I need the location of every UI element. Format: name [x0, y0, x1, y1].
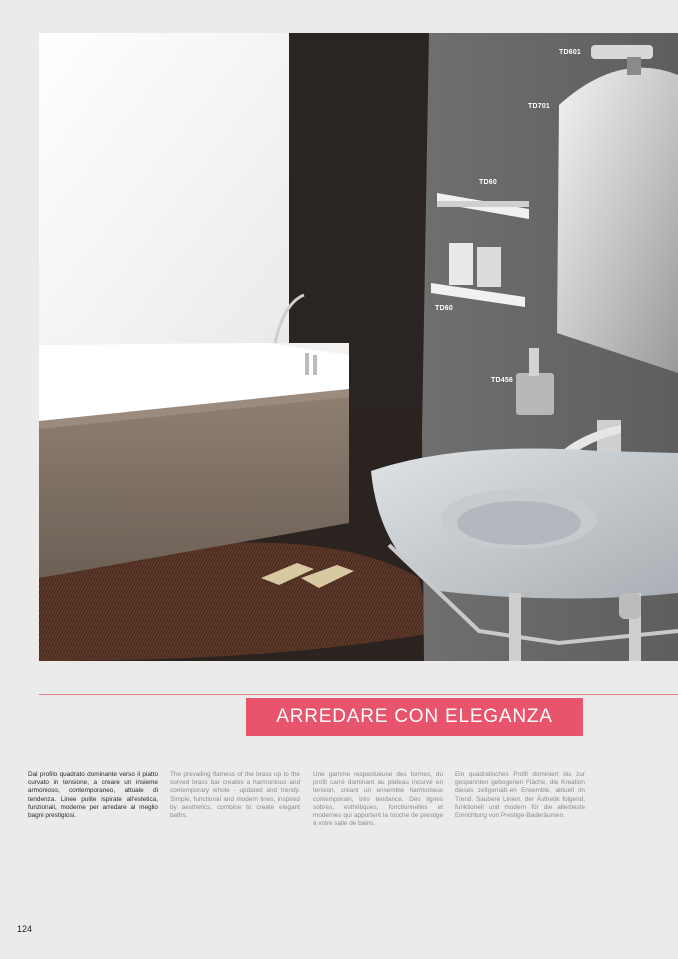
section-title: ARREDARE CON ELEGANZA — [246, 698, 583, 736]
product-label-td601: TD601 — [559, 49, 582, 56]
page-number: 124 — [17, 924, 33, 934]
text-column-french: Une gamme respectueuse des formes, du profil carré dominant au plateau incurvé en tension, créant un ensemble harmonieux contemporain, très tendance. Des lignes sobres, esthétiques, fonctionnelles et modernes qui apportent la touche de prestige à votre salle de bains. — [313, 771, 443, 828]
product-label-td456: TD456 — [491, 377, 514, 384]
text-column-english: The prevailing flatness of the brass up to the curved brass bar creates a harmonious and contemporary whole - updated and trendy. Simple, functional and modern lines, inspired by aesthetics, combine to create elegant baths. — [170, 771, 300, 820]
text-column-italian: Dal profilo quadrato dominante verso il piatto curvato in tensione, a creare un insieme armonioso, contemporaneo, attuale di tendenza. Linee pulite ispirate all'estetica, funzionali, moderne per arredare al meglio bagni prestigiosi. — [28, 771, 158, 820]
product-label-td60-bottom: TD60 — [435, 305, 453, 312]
text-column-german: Ein quadratisches Profil dominiert bis zur gespannten gebogenen Fläche, die Kreation dieses zeitgemäß-en Ensemble, aktuell im Trend. Saubere Linien, der Ästhetik folgend, funktionell und modern für die allerbeste Einrichtung von Prestige-Baderäumen. — [455, 771, 585, 820]
section-divider — [39, 694, 678, 695]
product-label-td60-top: TD60 — [479, 179, 497, 186]
product-label-td701: TD701 — [528, 103, 551, 110]
bathroom-photo — [39, 33, 678, 661]
